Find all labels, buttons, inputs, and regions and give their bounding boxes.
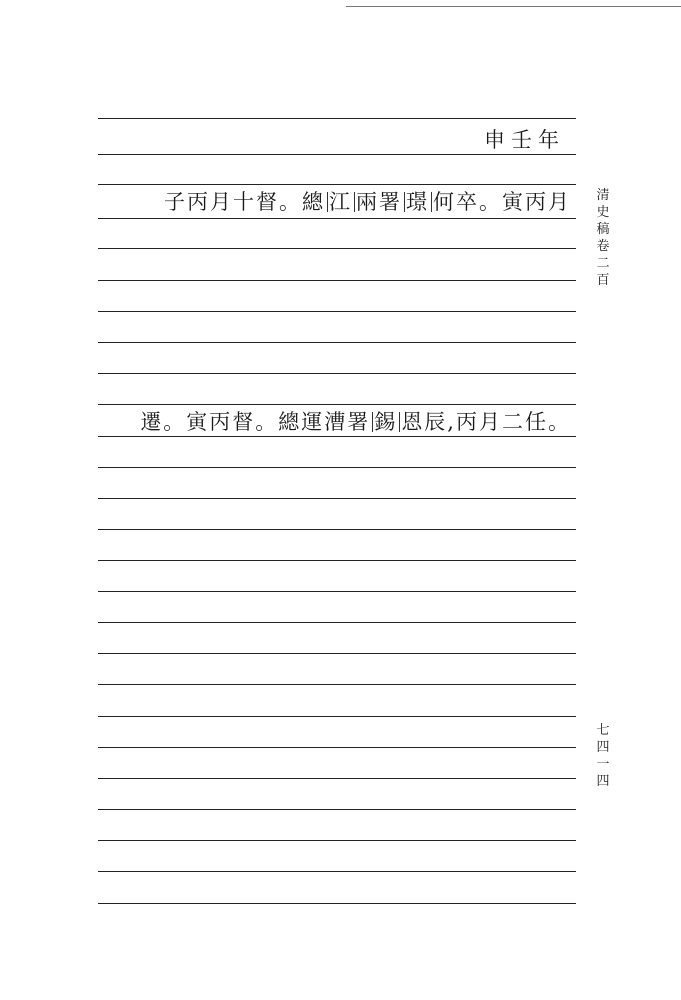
name-marker: [431, 192, 432, 212]
table-rule-line: [98, 467, 576, 468]
side-page-number: 七四一四: [596, 723, 610, 789]
row-1-seg-1: 子丙月十督。總: [164, 190, 325, 214]
table-rule-line: [98, 529, 576, 530]
table-rule-line: [98, 716, 576, 717]
row-2-seg-1: 遷。寅丙督。總運漕署: [140, 410, 371, 434]
table-rule-line: [98, 154, 576, 155]
table-rule-line: [98, 560, 576, 561]
table-rule-line: [98, 591, 576, 592]
table-rule-line: [98, 903, 576, 904]
row-2-seg-2: 錫: [374, 410, 398, 434]
table-rule-line: [98, 404, 576, 405]
row-1-seg-2: 江: [329, 190, 352, 214]
table-rule-line: [98, 280, 576, 281]
table-rule-line: [98, 218, 576, 219]
table-rule-line: [98, 342, 576, 343]
name-marker: [354, 192, 355, 212]
entry-row-2: [140, 410, 571, 434]
table-rule-line: [98, 373, 576, 374]
table-rule-line: [98, 118, 576, 119]
row-1-seg-3: 兩署: [356, 190, 402, 214]
name-marker: [327, 192, 328, 212]
row-1-seg-4: 璟: [406, 190, 429, 214]
row-1-seg-5: 何卒。寅丙月: [433, 190, 571, 214]
side-book-title: 清史稿卷二百: [596, 188, 610, 288]
table-rule-line: [98, 248, 576, 249]
table-rule-line: [98, 653, 576, 654]
table-rule-line: [98, 311, 576, 312]
top-header-line: [346, 6, 681, 7]
table-rule-line: [98, 840, 576, 841]
table-rule-line: [98, 498, 576, 499]
table-rule-line: [98, 809, 576, 810]
table-rule-line: [98, 871, 576, 872]
row-2-seg-3: 恩辰,丙月二任。: [401, 410, 571, 434]
table-rule-line: [98, 436, 576, 437]
table-rule-line: [98, 778, 576, 779]
table-rule-line: [98, 184, 576, 185]
name-marker: [404, 192, 405, 212]
table-rule-line: [98, 622, 576, 623]
entry-row-1: [164, 190, 571, 214]
year-header: 申壬年: [484, 128, 565, 152]
table-rule-line: [98, 684, 576, 685]
table-rule-line: [98, 747, 576, 748]
